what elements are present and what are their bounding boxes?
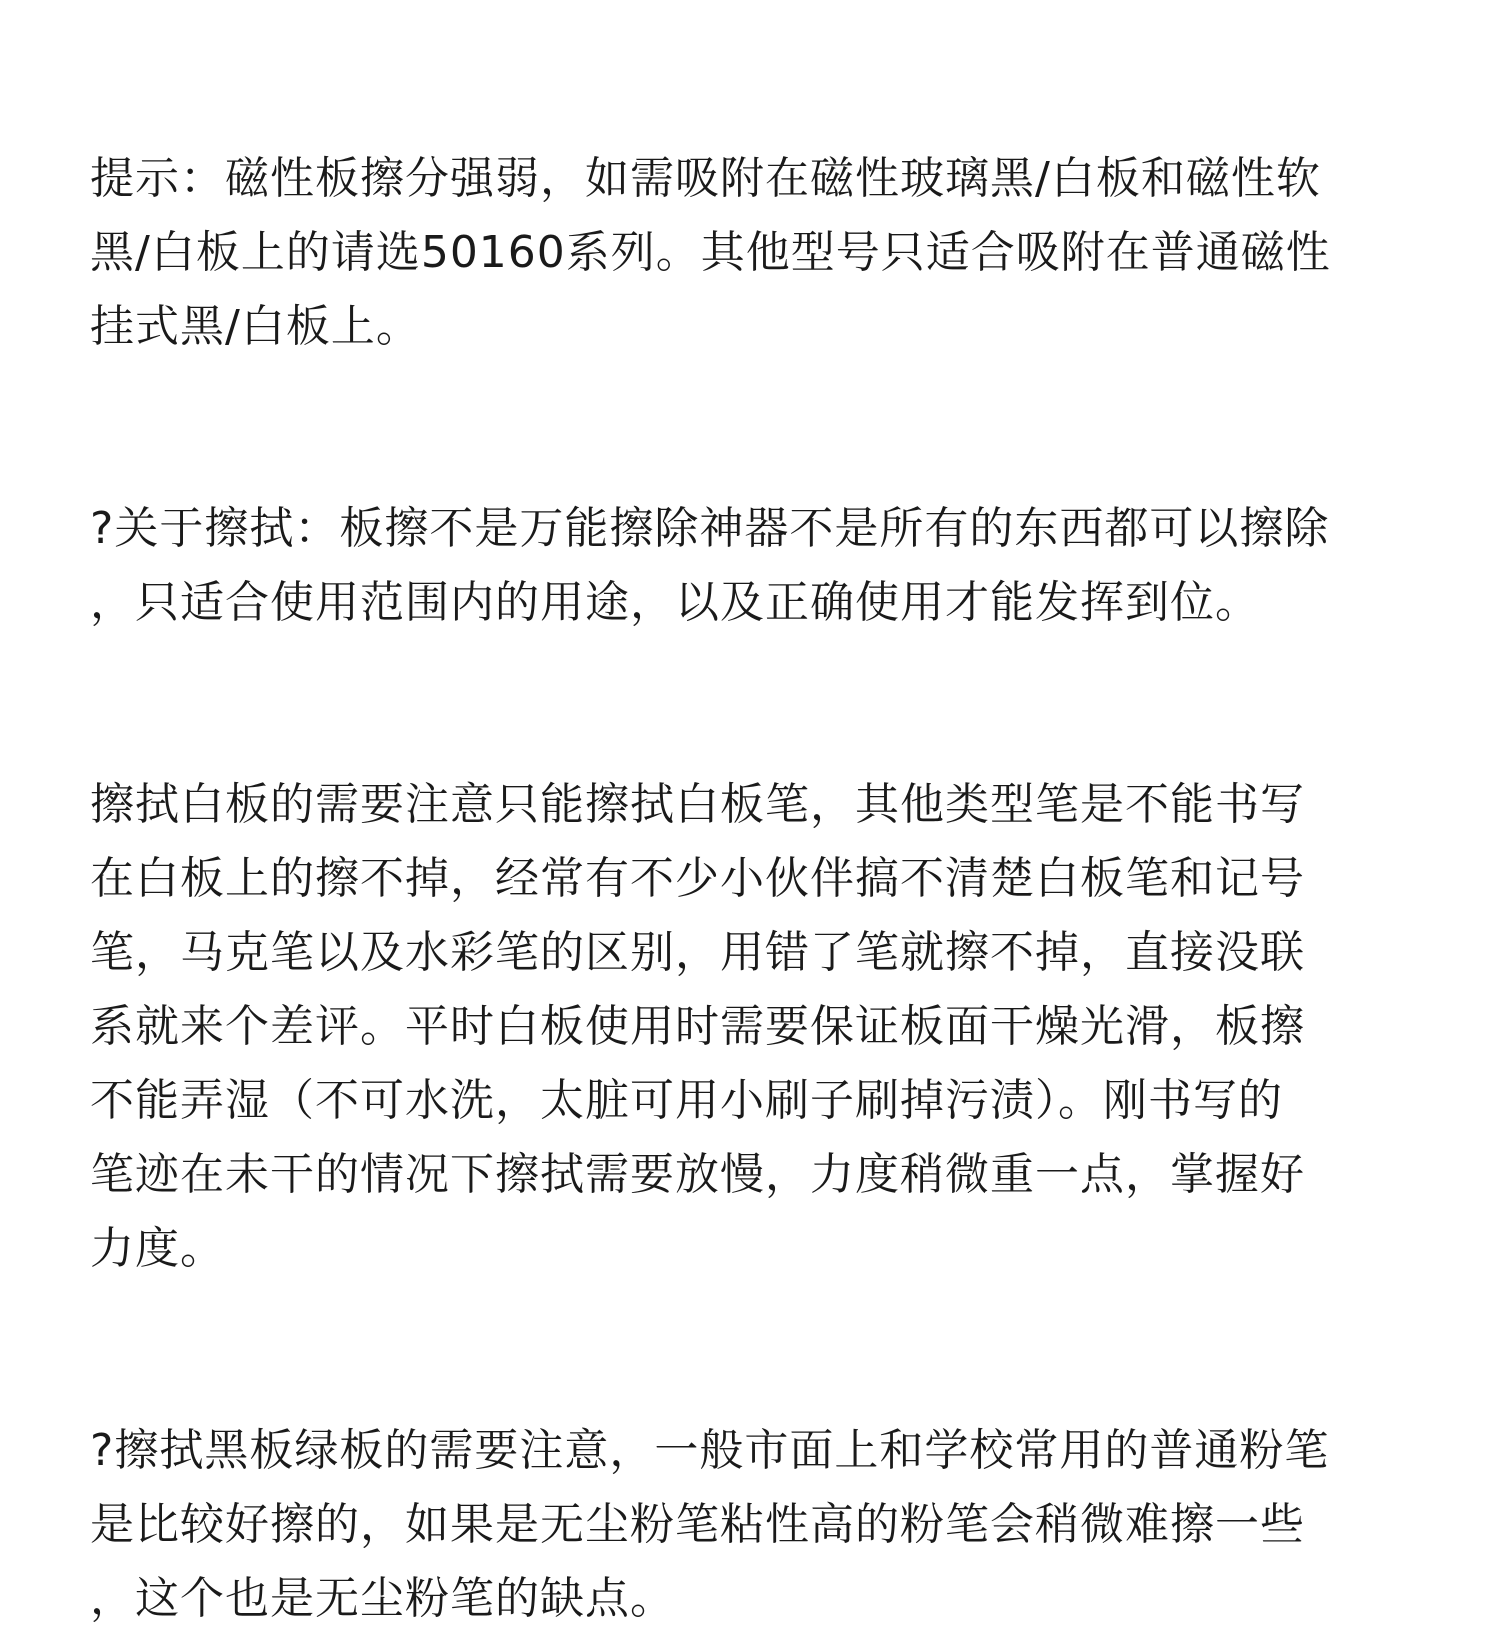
text-line: ，只适合使用范围内的用途，以及正确使用才能发挥到位。 — [90, 577, 1260, 628]
paragraph-magnetic-tip — [90, 142, 1430, 364]
paragraph-spacer — [90, 640, 1430, 768]
text-line: 不能弄湿（不可水洗，太脏可用小刷子刷掉污渍）。刚书写的 — [90, 1075, 1283, 1126]
paragraph-about-wiping — [90, 492, 1430, 640]
text-line: 擦拭白板的需要注意只能擦拭白板笔，其他类型笔是不能书写 — [90, 779, 1305, 830]
text-line: ?擦拭黑板绿板的需要注意，一般市面上和学校常用的普通粉笔 — [90, 1425, 1330, 1476]
text-line: 黑/白板上的请选50160系列。其他型号只适合吸附在普通磁性 — [90, 227, 1331, 278]
paragraph-whiteboard-notes — [90, 768, 1430, 1286]
text-line: 力度。 — [90, 1223, 225, 1274]
text-line: ，这个也是无尘粉笔的缺点。 — [90, 1573, 675, 1624]
text-line: 挂式黑/白板上。 — [90, 301, 421, 352]
text-line: 系就来个差评。平时白板使用时需要保证板面干燥光滑，板擦 — [90, 1001, 1305, 1052]
paragraph-spacer — [90, 1286, 1430, 1414]
text-line: 笔，马克笔以及水彩笔的区别，用错了笔就擦不掉，直接没联 — [90, 927, 1305, 978]
text-line: 是比较好擦的，如果是无尘粉笔粘性高的粉笔会稍微难擦一些 — [90, 1499, 1305, 1550]
paragraph-blackboard-notes — [90, 1414, 1430, 1636]
text-line: 提示：磁性板擦分强弱，如需吸附在磁性玻璃黑/白板和磁性软 — [90, 153, 1321, 204]
text-line: ?关于擦拭：板擦不是万能擦除神器不是所有的东西都可以擦除 — [90, 503, 1330, 554]
text-line: 笔迹在未干的情况下擦拭需要放慢，力度稍微重一点，掌握好 — [90, 1149, 1305, 1200]
paragraph-spacer — [90, 364, 1430, 492]
document-body — [90, 142, 1430, 1636]
text-line: 在白板上的擦不掉，经常有不少小伙伴搞不清楚白板笔和记号 — [90, 853, 1305, 904]
